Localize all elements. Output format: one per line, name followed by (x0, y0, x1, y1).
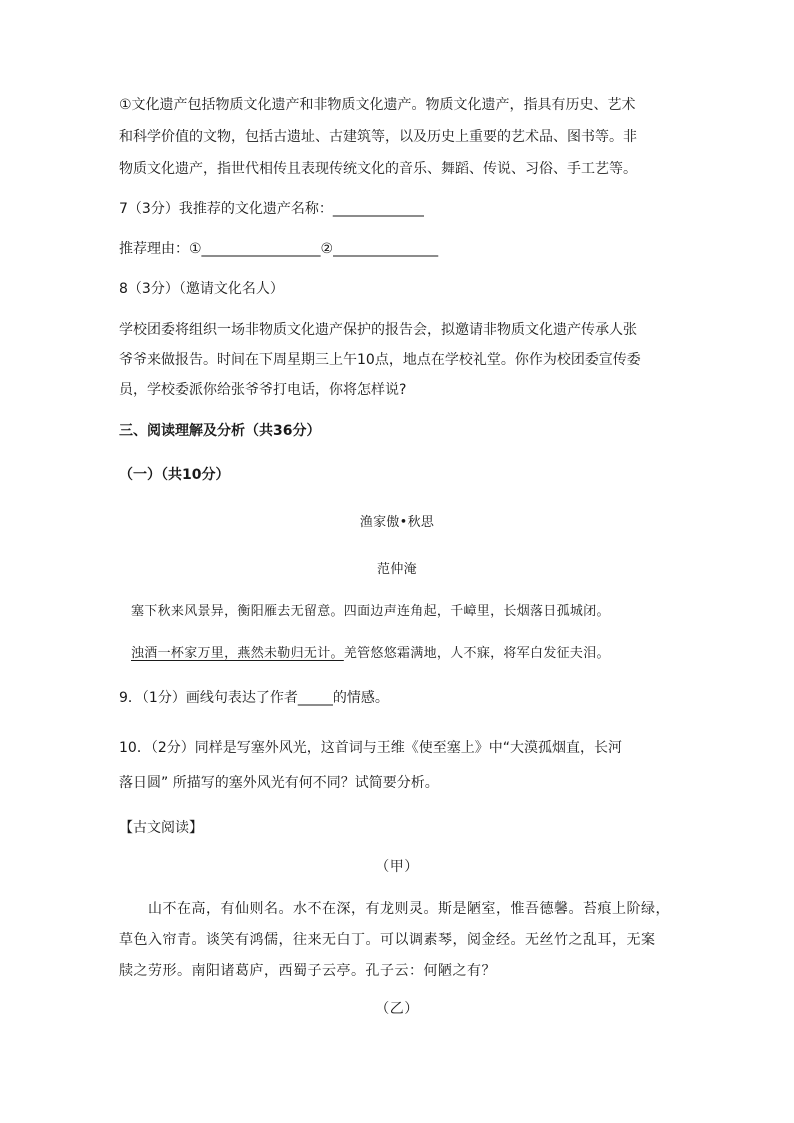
question-8-para-1: 学校团委将组织一场非物质文化遗产保护的报告会，拟邀请非物质文化遗产传承人张 (119, 322, 637, 338)
part-1-title: （一）（共10分） (119, 467, 230, 483)
poem-author: 范仲淹 (377, 562, 417, 577)
intro-line-2: 和科学价值的文物，包括古遗址、古建筑等，以及历史上重要的艺术品、图书等。非 (119, 129, 637, 145)
text-jia-line-1: 山不在高，有仙则名。水不在深，有龙则灵。斯是陋室，惟吾德馨。苔痕上阶绿， (148, 901, 670, 917)
intro-line-1: ①文化遗产包括物质文化遗产和非物质文化遗产。物质文化遗产，指具有历史、艺术 (119, 97, 636, 113)
text-jia-line-3: 牍之劳形。南阳诸葛庐，西蜀子云亭。孔子云：何陋之有？ (119, 963, 496, 979)
text-yi-label: （乙） (375, 1001, 419, 1017)
section-3-title: 三、阅读理解及分析（共36分） (119, 423, 321, 439)
poem-title: 渔家傲•秋思 (359, 515, 435, 530)
text-jia-line-2: 草色入帘青。谈笑有鸿儒，往来无白丁。可以调素琴，阅金经。无丝竹之乱耳，无案 (119, 932, 656, 948)
poem-line-2-rest: 羌管悠悠霜满地，人不寐，将军白发征夫泪。 (343, 646, 610, 661)
poem-line-2 (131, 644, 610, 664)
text-jia-label: （甲） (375, 859, 419, 875)
question-8-para-3: 员，学校委派你给张爷爷打电话，你将怎样说? (119, 382, 407, 398)
question-10-line-1: 10．（2分）同样是写塞外风光，这首词与王维《使至塞上》中“大漠孤烟直，长河 (119, 740, 622, 756)
question-8-para-2: 爷爷来做报告。时间在下周星期三上午10点，地点在学校礼堂。你作为校团委宣传委 (119, 352, 641, 368)
classical-reading-heading: 【古文阅读】 (119, 820, 203, 836)
poem-line-1: 塞下秋来风景异，衡阳雁去无留意。四面边声连角起，千嶂里，长烟落日孤城闭。 (131, 604, 610, 619)
question-8: 8（3分）（邀请文化名人） (119, 281, 284, 297)
question-7: 7（3分）我推荐的文化遗产名称：_____________ (119, 201, 424, 217)
question-9: 9．（1分）画线句表达了作者_____的情感。 (119, 690, 389, 706)
intro-line-3: 物质文化遗产，指世代相传且表现传统文化的音乐、舞蹈、传说、习俗、手工艺等。 (119, 161, 637, 177)
question-10-line-2: 落日圆” 所描写的塞外风光有何不同？试简要分析。 (119, 775, 439, 791)
poem-underlined-sentence: 浊酒一杯家万里，燕然未勒归无计。 (131, 646, 344, 661)
question-7-reason: 推荐理由：①_________________②_______________ (119, 241, 439, 257)
